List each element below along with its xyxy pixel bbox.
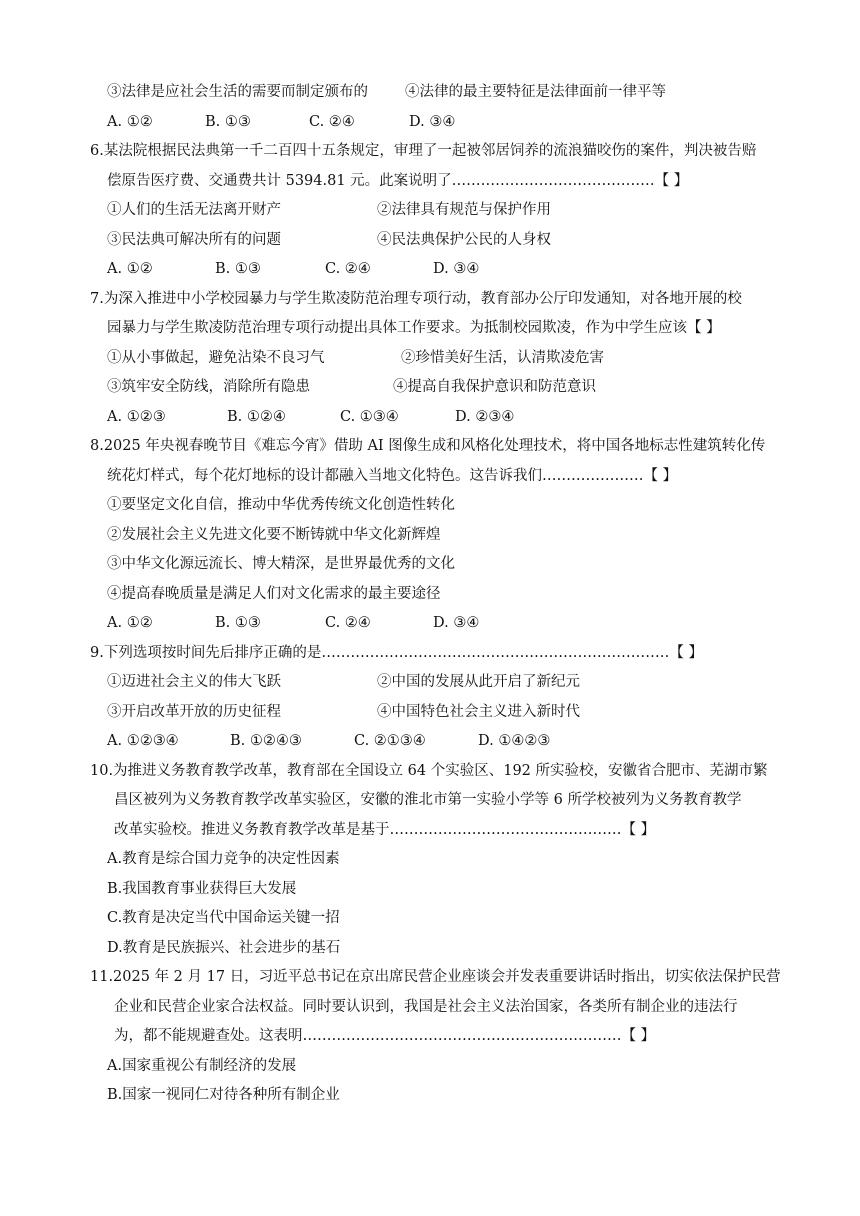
question-stem: 为，都不能规避查处。这表明…………………………………………………………【 】	[114, 1028, 656, 1044]
question-stem: 改革实验校。推进义务教育教学改革是基于…………………………………………【 】	[114, 822, 656, 838]
choice-b: B. ①②④	[227, 409, 286, 425]
statement-row	[107, 702, 580, 722]
choice-b: B. ①③	[215, 261, 261, 277]
choice-c: C. ①③④	[340, 409, 399, 425]
choice-c: C.教育是决定当代中国命运关键一招	[107, 910, 340, 926]
choice-d: D. ③④	[433, 261, 480, 277]
choice-d: D. ③④	[409, 114, 456, 130]
choice-a: A. ①②	[107, 114, 153, 130]
question-stem: 昌区被列为义务教育教学改革实验区，安徽的淮北市第一实验小学等 6 所学校被列为义务教育教学	[114, 792, 742, 808]
question-stem: 企业和民营企业家合法权益。同时要认识到，我国是社会主义法治国家，各类所有制企业的违法行	[114, 999, 738, 1015]
statement: ③开启改革开放的历史征程	[107, 704, 281, 720]
statement: ④民法典保护公民的人身权	[377, 232, 551, 248]
question-stem: 7.为深入推进中小学校园暴力与学生欺凌防范治理专项行动，教育部办公厅印发通知，对各地开展的校	[90, 291, 742, 307]
statement: ①人们的生活无法离开财产	[107, 202, 281, 218]
statement: ②珍惜美好生活，认清欺凌危害	[401, 350, 604, 366]
choice-b: B. ①③	[205, 114, 251, 130]
statement: ③筑牢安全防线，消除所有隐患	[107, 379, 310, 395]
statement: ①迈进社会主义的伟大飞跃	[107, 674, 281, 690]
choice-b: B.国家一视同仁对待各种所有制企业	[107, 1087, 340, 1103]
question-stem: 统花灯样式，每个花灯地标的设计都融入当地文化特色。这告诉我们…………………【 】	[107, 468, 678, 484]
statement: ②中国的发展从此开启了新纪元	[377, 674, 580, 690]
statement: ②法律具有规范与保护作用	[377, 202, 551, 218]
question-stem: 偿原告医疗费、交通费共计 5394.81 元。此案说明了……………………………………【 】	[107, 173, 689, 189]
choice-b: B. ①③	[215, 615, 261, 631]
statement: ②发展社会主义先进文化要不断铸就中华文化新辉煌	[107, 527, 441, 543]
choice-c: C. ②①③④	[354, 733, 426, 749]
statement-row	[107, 230, 551, 250]
statement: ③民法典可解决所有的问题	[107, 232, 281, 248]
choice-c: C. ②④	[309, 114, 355, 130]
question-stem: 8.2025 年央视春晚节目《难忘今宵》借助 AI 图像生成和风格化处理技术，将中国各地标志性建筑转化传	[90, 438, 766, 454]
statement-row	[107, 672, 580, 692]
statement: ①从小事做起，避免沾染不良习气	[107, 350, 325, 366]
statement: ④法律的最主要特征是法律面前一律平等	[405, 84, 666, 100]
choice-a: A. ①②	[107, 615, 153, 631]
choice-row	[107, 407, 514, 427]
choice-d: D. ①④②③	[478, 733, 551, 749]
choice-a: A.国家重视公有制经济的发展	[107, 1058, 297, 1074]
choice-row	[107, 613, 479, 633]
choice-d: D.教育是民族振兴、社会进步的基石	[107, 940, 341, 956]
choice-a: A. ①②	[107, 261, 153, 277]
choice-d: D. ③④	[433, 615, 480, 631]
choice-d: D. ②③④	[455, 409, 515, 425]
choice-row	[107, 259, 479, 279]
statement-row	[107, 200, 551, 220]
question-stem: 10.为推进义务教育教学改革，教育部在全国设立 64 个实验区、192 所实验校，安徽省合肥市、芜湖市繁	[90, 763, 768, 779]
statement: ③法律是应社会生活的需要而制定颁布的	[107, 84, 368, 100]
statement-row	[107, 348, 604, 368]
statement: ③中华文化源远流长、博大精深，是世界最优秀的文化	[107, 556, 455, 572]
statement-row	[107, 82, 666, 102]
choice-b: B. ①②④③	[230, 733, 302, 749]
choice-c: C. ②④	[325, 615, 371, 631]
statement: ①要坚定文化自信，推动中华优秀传统文化创造性转化	[107, 497, 455, 513]
statement: ④提高春晚质量是满足人们对文化需求的最主要途径	[107, 586, 441, 602]
statement: ④中国特色社会主义进入新时代	[377, 704, 580, 720]
choice-a: A. ①②③④	[107, 733, 179, 749]
choice-row	[107, 112, 455, 132]
choice-row	[107, 731, 550, 751]
choice-a: A.教育是综合国力竞争的决定性因素	[107, 851, 340, 867]
choice-c: C. ②④	[325, 261, 371, 277]
question-stem: 园暴力与学生欺凌防范治理专项行动提出具体工作要求。为抵制校园欺凌，作为中学生应该【 】	[107, 320, 721, 336]
choice-b: B.我国教育事业获得巨大发展	[107, 881, 297, 897]
statement-row	[107, 377, 596, 397]
question-stem: 11.2025 年 2 月 17 日，习近平总书记在京出席民营企业座谈会并发表重要讲话时指出，切实依法保护民营	[90, 969, 781, 985]
question-stem: 6.某法院根据民法典第一千二百四十五条规定，审理了一起被邻居饲养的流浪猫咬伤的案件，判决被告赔	[90, 143, 757, 159]
question-stem: 9.下列选项按时间先后排序正确的是………………………………………………………………【 】	[90, 645, 703, 661]
statement: ④提高自我保护意识和防范意识	[393, 379, 596, 395]
choice-a: A. ①②③	[107, 409, 166, 425]
